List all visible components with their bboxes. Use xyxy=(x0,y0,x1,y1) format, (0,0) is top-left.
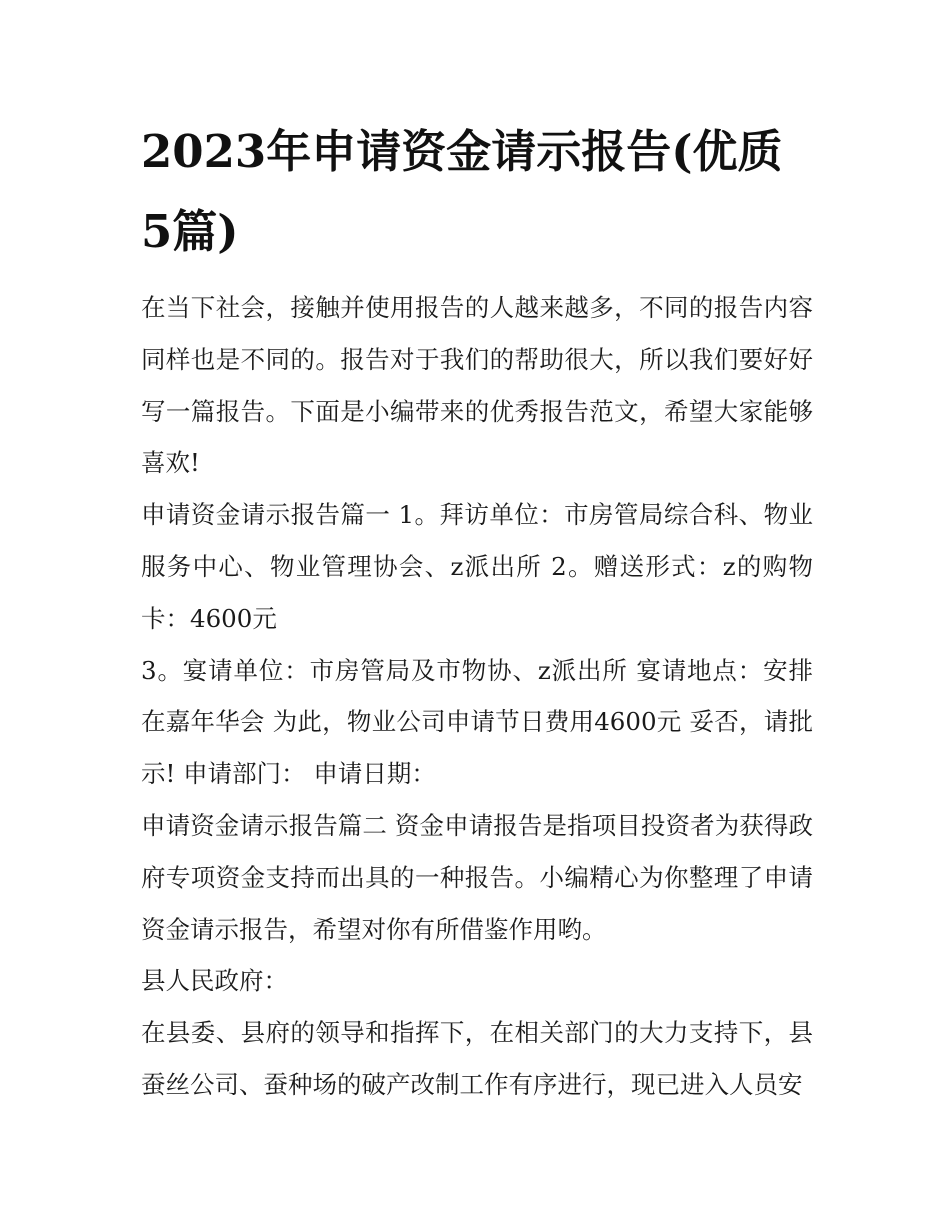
document-page xyxy=(141,112,813,1111)
paragraph-banquet: 3。宴请单位：市房管局及市物协、z派出所 宴请地点：安排在嘉年华会 为此，物业公司申请节日费用4600元 妥否，请批示! 申请部门： 申请日期： xyxy=(141,655,813,789)
paragraph-intro: 在当下社会，接触并使用报告的人越来越多，不同的报告内容同样也是不同的。报告对于我们的帮助很大，所以我们要好好写一篇报告。下面是小编带来的优秀报告范文，希望大家能够喜欢! xyxy=(141,293,813,478)
paragraph-salutation: 县人民政府： xyxy=(141,966,288,996)
paragraph-body: 在县委、县府的领导和指挥下，在相关部门的大力支持下，县蚕丝公司、蚕种场的破产改制工作有序进行，现已进入人员安 xyxy=(141,1018,813,1099)
paragraph-report-two: 申请资金请示报告篇二 资金申请报告是指项目投资者为获得政府专项资金支持而出具的一种报告。小编精心为你整理了申请资金请示报告，希望对你有所借鉴作用哟。 xyxy=(141,810,813,944)
document-title: 2023年申请资金请示报告(优质5篇) xyxy=(141,125,783,258)
document-body xyxy=(141,282,813,1111)
paragraph-report-one: 申请资金请示报告篇一 1。拜访单位：市房管局综合科、物业服务中心、物业管理协会、z派出所 2。赠送形式：z的购物卡：4600元 xyxy=(141,500,813,633)
